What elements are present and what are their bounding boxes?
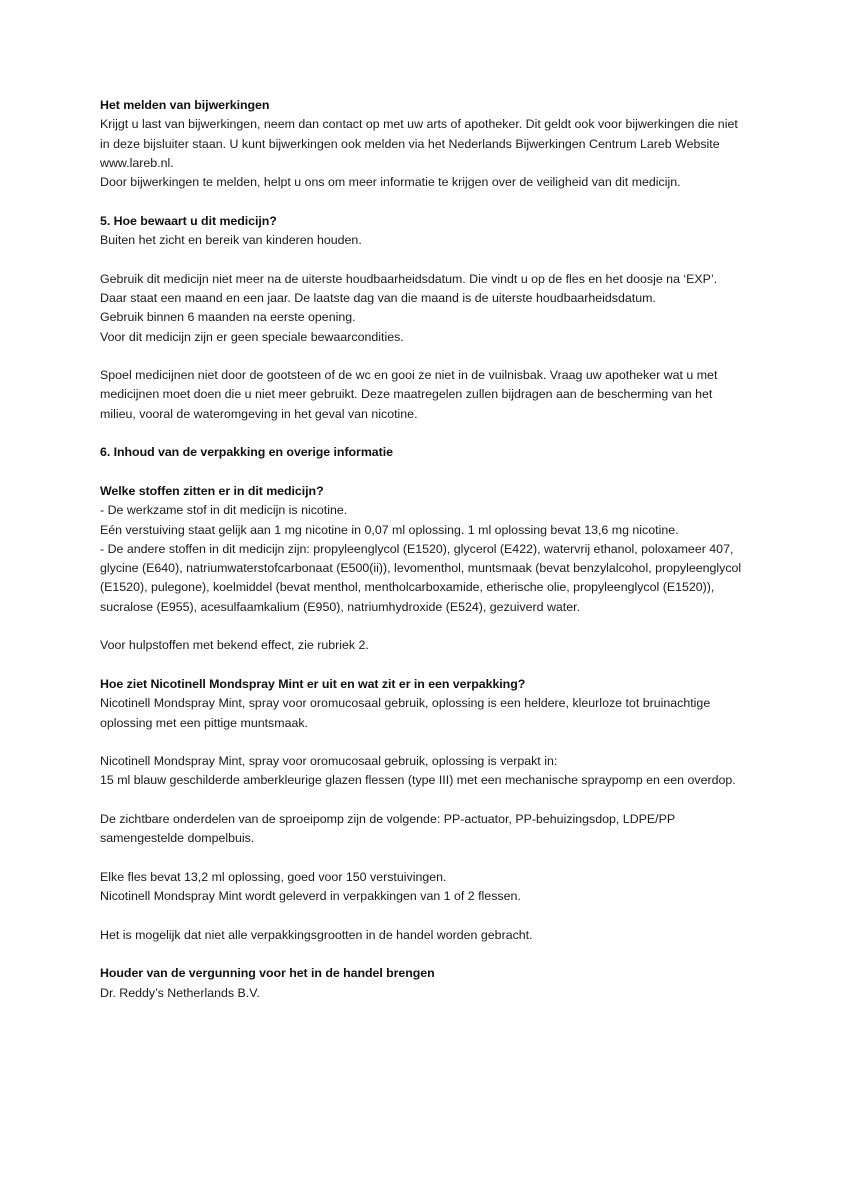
spacer bbox=[100, 733, 746, 752]
spacer bbox=[100, 945, 746, 964]
reporting-paragraph-1: Krijgt u last van bijwerkingen, neem dan contact op met uw arts of apotheker. Dit geldt ook voor bijwerkingen die niet in deze bijsluiter staan. U kunt bijwerkingen ook melden via het Nederlands Bijwerkingen Centrum Lareb Website www.lareb.nl. bbox=[100, 117, 738, 170]
document-body bbox=[100, 96, 746, 1003]
storage-paragraph-2: Gebruik dit medicijn niet meer na de uiterste houdbaarheidsdatum. Die vindt u op de fles en het doosje na ‘EXP’. Daar staat een maand en een jaar. De laatste dag van die maand is de uiterste houdbaarheidsdatum. bbox=[100, 271, 718, 305]
appearance-paragraph-4-line-1: Elke fles bevat 13,2 ml oplossing, goed voor 150 verstuivingen. bbox=[100, 869, 447, 884]
spacer bbox=[100, 656, 746, 675]
reporting-paragraph-2: Door bijwerkingen te melden, helpt u ons om meer informatie te krijgen over de veiligheid van dit medicijn. bbox=[100, 175, 681, 190]
authorisation-holder-heading: Houder van de vergunning voor het in de handel brengen bbox=[100, 966, 435, 981]
spacer bbox=[100, 250, 746, 269]
substances-line-2: Eén verstuiving staat gelijk aan 1 mg nicotine in 0,07 ml oplossing. 1 ml oplossing bevat 13,6 mg nicotine. bbox=[100, 522, 679, 537]
storage-paragraph-1: Buiten het zicht en bereik van kinderen houden. bbox=[100, 233, 362, 248]
spacer bbox=[100, 347, 746, 366]
spacer bbox=[100, 192, 746, 211]
spacer bbox=[100, 906, 746, 925]
section-reporting-adverse-effects bbox=[100, 96, 746, 192]
appearance-paragraph-4-line-2: Nicotinell Mondspray Mint wordt geleverd in verpakkingen van 1 of 2 flessen. bbox=[100, 889, 521, 904]
spacer bbox=[100, 424, 746, 443]
storage-paragraph-5: Spoel medicijnen niet door de gootsteen of de wc en gooi ze niet in de vuilnisbak. Vraag uw apotheker wat u met medicijnen moet doen die u niet meer gebruikt. Deze maatregelen zullen bijdragen aan de bescherming van het milieu, vooral de wateromgeving in het geval van nicotine. bbox=[100, 368, 718, 421]
spacer bbox=[100, 463, 746, 482]
section-contents bbox=[100, 443, 746, 1003]
spacer bbox=[100, 791, 746, 810]
storage-paragraph-3: Gebruik binnen 6 maanden na eerste opening. bbox=[100, 310, 356, 325]
section-storage bbox=[100, 212, 746, 424]
appearance-paragraph-1: Nicotinell Mondspray Mint, spray voor oromucosaal gebruik, oplossing is een heldere, kleurloze tot bruinachtige oplossing met een pittige muntsmaak. bbox=[100, 696, 711, 730]
substances-heading: Welke stoffen zitten er in dit medicijn? bbox=[100, 483, 324, 498]
storage-paragraph-4: Voor dit medicijn zijn er geen speciale bewaarcondities. bbox=[100, 329, 404, 344]
reporting-heading: Het melden van bijwerkingen bbox=[100, 98, 270, 112]
appearance-heading: Hoe ziet Nicotinell Mondspray Mint er uit en wat zit er in een verpakking? bbox=[100, 676, 526, 691]
spacer bbox=[100, 617, 746, 636]
appearance-paragraph-5: Het is mogelijk dat niet alle verpakkingsgrootten in de handel worden gebracht. bbox=[100, 927, 533, 942]
appearance-paragraph-2-line-1: Nicotinell Mondspray Mint, spray voor oromucosaal gebruik, oplossing is verpakt in: bbox=[100, 754, 558, 769]
substances-line-3: - De andere stoffen in dit medicijn zijn: propyleenglycol (E1520), glycerol (E422), watervrij ethanol, poloxameer 407, glycine (E640), natriumwaterstofcarbonaat (E500(ii)), levomenthol, muntsmaak (bevat benzylalcohol, propyleenglycol (E1520), pulegone), koelmiddel (bevat menthol, mentholcarboxamide, etherische olie, propyleenglycol (E1520)), sucralose (E955), acesulfaamkalium (E950), natriumhydroxide (E524), gezuiverd water. bbox=[100, 541, 742, 614]
appearance-paragraph-3: De zichtbare onderdelen van de sproeipomp zijn de volgende: PP-actuator, PP-behuizingsdop, LDPE/PP samengestelde dompelbuis. bbox=[100, 811, 675, 846]
appearance-paragraph-2-line-2: 15 ml blauw geschilderde amberkleurige glazen flessen (type III) met een mechanische spraypomp en een overdop. bbox=[100, 773, 736, 788]
substances-line-1: - De werkzame stof in dit medicijn is nicotine. bbox=[100, 503, 348, 518]
contents-heading: 6. Inhoud van de verpakking en overige informatie bbox=[100, 445, 393, 460]
spacer bbox=[100, 849, 746, 868]
storage-heading: 5. Hoe bewaart u dit medicijn? bbox=[100, 213, 277, 228]
authorisation-holder-name: Dr. Reddy’s Netherlands B.V. bbox=[100, 985, 260, 1000]
substances-line-4: Voor hulpstoffen met bekend effect, zie rubriek 2. bbox=[100, 638, 369, 653]
